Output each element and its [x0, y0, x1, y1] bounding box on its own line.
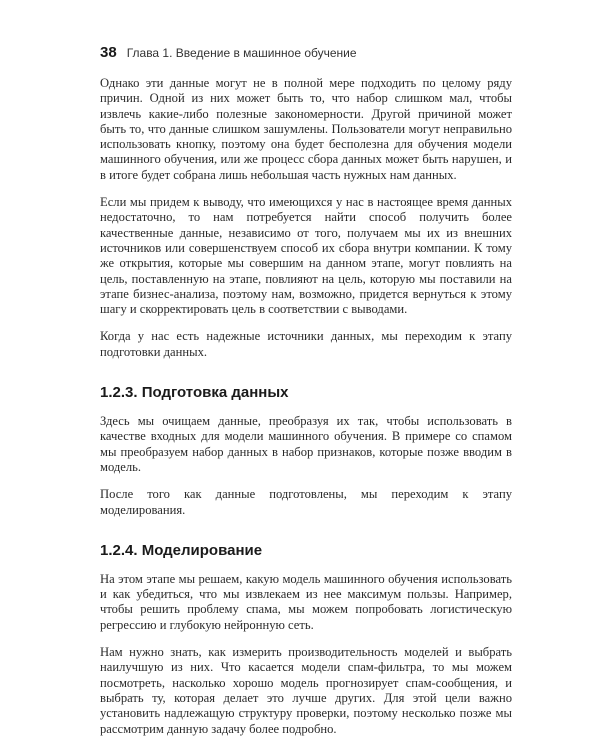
section-heading: 1.2.4. Моделирование: [100, 541, 263, 559]
paragraph: Когда у нас есть надежные источники данных, мы переходим к этапу подготовки данных.: [100, 329, 512, 359]
book-page: [100, 44, 512, 749]
page-number: 38: [100, 44, 117, 61]
paragraph: Нам нужно знать, как измерить производительность моделей и выбрать наилучшую из них. Что касается модели спам-фильтра, то мы можем посмотреть, насколько хорошо модель прогнозирует спам-сообщения, и выбрать ту, которая делает это лучше других. Для этой цели важно установить надлежащую структуру проверки, поэтому несколько позже мы рассмотрим данную задачу более подробно.: [100, 645, 512, 736]
section-heading: 1.2.3. Подготовка данных: [100, 384, 289, 402]
running-head: [100, 44, 512, 61]
paragraph: На этом этапе мы решаем, какую модель машинного обучения использовать и как убедиться, что мы извлекаем из нее максимум пользы. Например, чтобы решить проблему спама, мы можем попробовать логистическую регрессию и глубокую нейронную сеть.: [100, 571, 512, 632]
paragraph: Однако эти данные могут не в полной мере подходить по целому ряду причин. Одной из них может быть то, что набор слишком мал, чтобы извлечь какие-либо полезные закономерности. Другой причиной может быть то, что данные слишком зашумлены. Пользователи могут неправильно использовать кнопку, поэтому она будет бесполезна для обучения модели машинного обучения, или же процесс сбора данных может быть нарушен, и в итоге будет собрана лишь небольшая часть нужных нам данных.: [100, 76, 512, 182]
paragraph: После того как данные подготовлены, мы переходим к этапу моделирования.: [100, 487, 512, 517]
paragraph: Если мы придем к выводу, что имеющихся у нас в настоящее время данных недостаточно, то нам потребуется найти способ получить более качественные данные, независимо от того, получаем мы их из внешних источников или совершенствуем способ их сбора внутри компании. К тому же открытия, которые мы совершим на данном этапе, могут повлиять на цель, поставленную на этапе, повлияют на цель, которую мы поставили на этапе бизнес-анализа, поэтому нам, возможно, придется вернуться к этому шагу и скорректировать цель в соответствии с выводами.: [100, 195, 512, 317]
chapter-title: Глава 1. Введение в машинное обучение: [126, 46, 357, 60]
paragraph: Здесь мы очищаем данные, преобразуя их так, чтобы использовать в качестве входных для модели машинного обучения. В примере со спамом мы преобразуем набор данных в набор признаков, которые позже вводим в модель.: [100, 414, 512, 474]
